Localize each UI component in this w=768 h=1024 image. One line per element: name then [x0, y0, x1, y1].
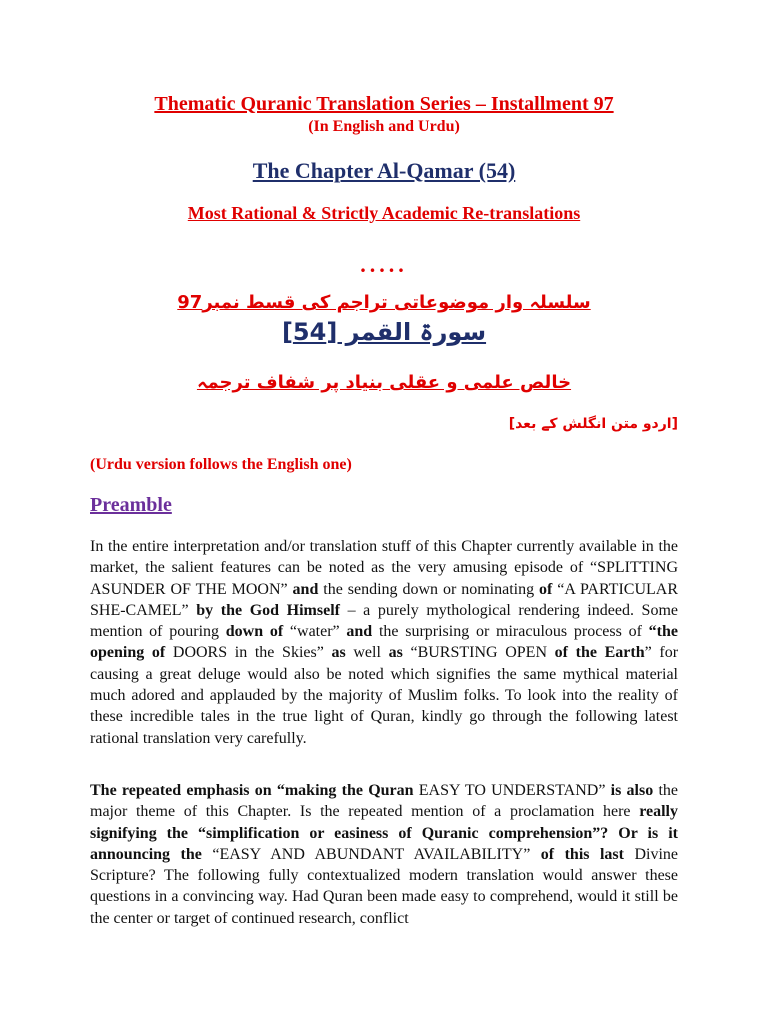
paragraph-text-run: ” for causing a great deluge would also be noted which signifies the same mythical material much adored and applauded by the majority of Muslim folks. To look into the reality of these incredible tales in the true light of Quran, kindly go through the following latest rational translation very carefully. [90, 644, 679, 747]
paragraph-text-run: is also [610, 782, 654, 799]
paragraph-text-run: “the opening of [90, 623, 678, 662]
preamble-heading: Preamble [90, 494, 172, 516]
paragraph-text-run: down of [225, 623, 284, 641]
series-title: Thematic Quranic Translation Series – Installment 97 [154, 93, 614, 115]
paragraph-text-run: “BURSTING OPEN [402, 644, 555, 662]
paragraph-text-run: really signifying the “simplification or easiness of Quranic comprehension”? Or is it announcing the [90, 803, 678, 863]
paragraph-2 [90, 780, 678, 929]
paragraph-text-run: In the entire interpretation and/or translation stuff of this Chapter currently available in the market, the salient features can be noted as the very amusing episode of “SPLITTING ASUNDER OF THE MOON” [90, 538, 678, 598]
paragraph-text-run: by the God Himself [196, 601, 340, 619]
tagline: Most Rational & Strictly Academic Re-translations [187, 203, 581, 223]
paragraph-text-run: – a purely mythological rendering indeed. Some mention of pouring [90, 601, 678, 641]
paragraph-text-run: the sending down or nominating [318, 580, 540, 598]
paragraph-text-run: EASY TO UNDERSTAND” [413, 782, 611, 799]
paragraph-text-run: the surprising or miraculous process of [372, 623, 649, 641]
paragraph-1 [90, 536, 678, 749]
paragraph-text-run: of [539, 580, 553, 598]
urdu-surah-title: سورۃ القمر [54] [281, 318, 487, 346]
urdu-tagline: خالص علمی و عقلی بنیاد پر شفاف ترجمہ [196, 372, 572, 393]
paragraph-text-run: as [331, 644, 346, 662]
paragraph-text-run: The repeated emphasis on “making the Quran [90, 782, 414, 799]
paragraph-text-run: well [345, 644, 389, 662]
paragraph-text-run: and [346, 623, 373, 641]
paragraph-text-run: “EASY AND ABUNDANT AVAILABILITY” [201, 845, 541, 863]
paragraph-text-run: DOORS in the Skies” [165, 644, 332, 662]
separator-dots: ..... [360, 252, 408, 277]
paragraph-text-run: of this last [540, 845, 624, 863]
urdu-version-note: (Urdu version follows the English one) [90, 456, 352, 473]
paragraph-text-run: as [388, 644, 403, 662]
paragraph-text-run: of the Earth [554, 644, 645, 662]
paragraph-text-run: the major theme of this Chapter. Is the repeated mention of a proclamation here [90, 782, 679, 821]
paragraph-text-run: and [292, 580, 319, 598]
urdu-series-title: سلسلہ وار موضوعاتی تراجم کی قسط نمبر97 [177, 292, 591, 313]
paragraph-text-run: “water” [283, 623, 347, 641]
urdu-after-english-note: [اردو متن انگلش کے بعد] [508, 416, 678, 432]
chapter-title: The Chapter Al-Qamar (54) [252, 158, 516, 183]
paragraph-text-run: Divine Scripture? The following fully contextualized modern translation would answer these questions in a convincing way. Had Quran been made easy to comprehend, would it still be the center or target of continued research, conflict [90, 845, 679, 927]
series-subtitle: (In English and Urdu) [308, 118, 460, 135]
paragraph-text-run: “A PARTICULAR SHE-CAMEL” [90, 580, 678, 619]
